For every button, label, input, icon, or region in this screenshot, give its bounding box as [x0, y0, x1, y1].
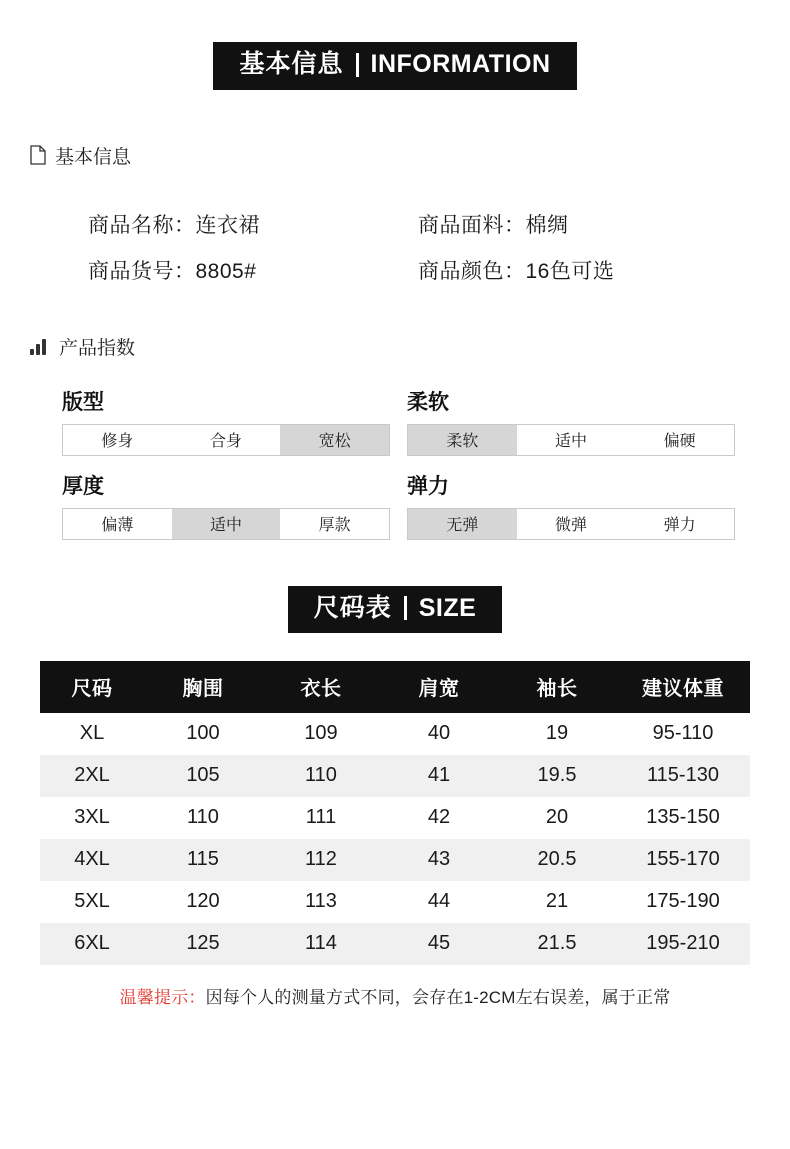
bar-chart-icon: [30, 337, 50, 355]
index-option-fit-2[interactable]: 宽松: [280, 425, 389, 455]
basic-info-heading: [30, 142, 790, 169]
product-fabric-value: 商品面料：棉绸: [418, 213, 569, 237]
tip-text: 因每个人的测量方式不同，会存在1-2CM左右误差，属于正常: [205, 988, 671, 1007]
size-banner-en: SIZE: [418, 593, 477, 622]
size-cell: 6XL: [40, 923, 144, 965]
index-option-thickness-2[interactable]: 厚款: [280, 509, 389, 539]
information-banner-inner: [213, 42, 576, 90]
size-table-col-1: 胸围: [144, 661, 262, 713]
document-icon: [30, 145, 46, 165]
size-cell: 105: [144, 755, 262, 797]
basic-info-row: [88, 209, 708, 239]
size-cell: 42: [380, 797, 498, 839]
index-title-fit: 版型: [62, 390, 104, 414]
size-banner: [0, 586, 790, 634]
product-name-value: 商品名称：连衣裙: [88, 213, 260, 237]
index-block-fit: [62, 386, 390, 456]
index-title-thickness: 厚度: [62, 474, 104, 498]
banner-divider-icon: [356, 53, 359, 77]
product-index-heading: [30, 333, 790, 360]
size-table-header-row: [40, 661, 750, 713]
size-cell: 3XL: [40, 797, 144, 839]
size-cell: 109: [262, 713, 380, 755]
index-option-softness-0[interactable]: 柔软: [408, 425, 517, 455]
product-index-grid: [62, 386, 742, 540]
size-cell: 20: [498, 797, 616, 839]
index-options-elasticity: [407, 508, 735, 540]
size-cell: 21: [498, 881, 616, 923]
size-cell: 195-210: [616, 923, 750, 965]
index-option-elasticity-2[interactable]: 弹力: [625, 509, 734, 539]
index-option-fit-0[interactable]: 修身: [63, 425, 172, 455]
size-cell: 111: [262, 797, 380, 839]
index-option-softness-2[interactable]: 偏硬: [625, 425, 734, 455]
index-option-thickness-1[interactable]: 适中: [172, 509, 281, 539]
size-cell: 112: [262, 839, 380, 881]
size-table: [40, 661, 750, 965]
size-cell: 2XL: [40, 755, 144, 797]
index-option-thickness-0[interactable]: 偏薄: [63, 509, 172, 539]
size-cell: 44: [380, 881, 498, 923]
size-table-col-0: 尺码: [40, 661, 144, 713]
size-cell: 45: [380, 923, 498, 965]
size-cell: 5XL: [40, 881, 144, 923]
index-block-softness: [407, 386, 735, 456]
size-cell: XL: [40, 713, 144, 755]
index-options-fit: [62, 424, 390, 456]
table-row: [40, 797, 750, 839]
size-cell: 19: [498, 713, 616, 755]
information-banner-en: INFORMATION: [370, 50, 551, 78]
basic-info-heading-label: 基本信息: [55, 146, 132, 168]
size-table-col-3: 肩宽: [380, 661, 498, 713]
size-table-col-5: 建议体重: [616, 661, 750, 713]
size-cell: 115: [144, 839, 262, 881]
index-option-softness-1[interactable]: 适中: [517, 425, 626, 455]
measurement-tip: [0, 983, 790, 1008]
size-cell: 113: [262, 881, 380, 923]
size-cell: 175-190: [616, 881, 750, 923]
index-options-thickness: [62, 508, 390, 540]
index-title-softness: 柔软: [407, 390, 449, 414]
size-cell: 115-130: [616, 755, 750, 797]
size-cell: 114: [262, 923, 380, 965]
size-table-col-4: 袖长: [498, 661, 616, 713]
table-row: [40, 839, 750, 881]
product-color-value: 商品颜色：16色可选: [418, 259, 615, 283]
size-cell: 110: [262, 755, 380, 797]
index-option-elasticity-1[interactable]: 微弹: [517, 509, 626, 539]
index-option-fit-1[interactable]: 合身: [172, 425, 281, 455]
size-banner-inner: [288, 586, 503, 634]
index-option-elasticity-0[interactable]: 无弹: [408, 509, 517, 539]
size-cell: 95-110: [616, 713, 750, 755]
information-banner-cn: 基本信息: [239, 50, 344, 78]
basic-info-row: [88, 255, 708, 285]
banner-divider-icon: [404, 596, 407, 620]
size-cell: 125: [144, 923, 262, 965]
size-cell: 19.5: [498, 755, 616, 797]
size-cell: 120: [144, 881, 262, 923]
size-banner-cn: 尺码表: [313, 593, 392, 622]
product-sku-value: 商品货号：8805#: [88, 259, 257, 283]
information-banner: [0, 42, 790, 90]
size-cell: 110: [144, 797, 262, 839]
size-cell: 21.5: [498, 923, 616, 965]
product-index-heading-label: 产品指数: [59, 337, 136, 359]
size-cell: 41: [380, 755, 498, 797]
index-options-softness: [407, 424, 735, 456]
size-cell: 155-170: [616, 839, 750, 881]
table-row: [40, 923, 750, 965]
size-cell: 100: [144, 713, 262, 755]
size-cell: 20.5: [498, 839, 616, 881]
size-cell: 135-150: [616, 797, 750, 839]
index-title-elasticity: 弹力: [407, 474, 449, 498]
basic-info-table: [88, 209, 708, 285]
size-table-col-2: 衣长: [262, 661, 380, 713]
size-cell: 4XL: [40, 839, 144, 881]
size-cell: 43: [380, 839, 498, 881]
table-row: [40, 713, 750, 755]
size-cell: 40: [380, 713, 498, 755]
index-block-elasticity: [407, 470, 735, 540]
index-block-thickness: [62, 470, 390, 540]
table-row: [40, 881, 750, 923]
table-row: [40, 755, 750, 797]
tip-label: 温馨提示：: [119, 988, 206, 1007]
